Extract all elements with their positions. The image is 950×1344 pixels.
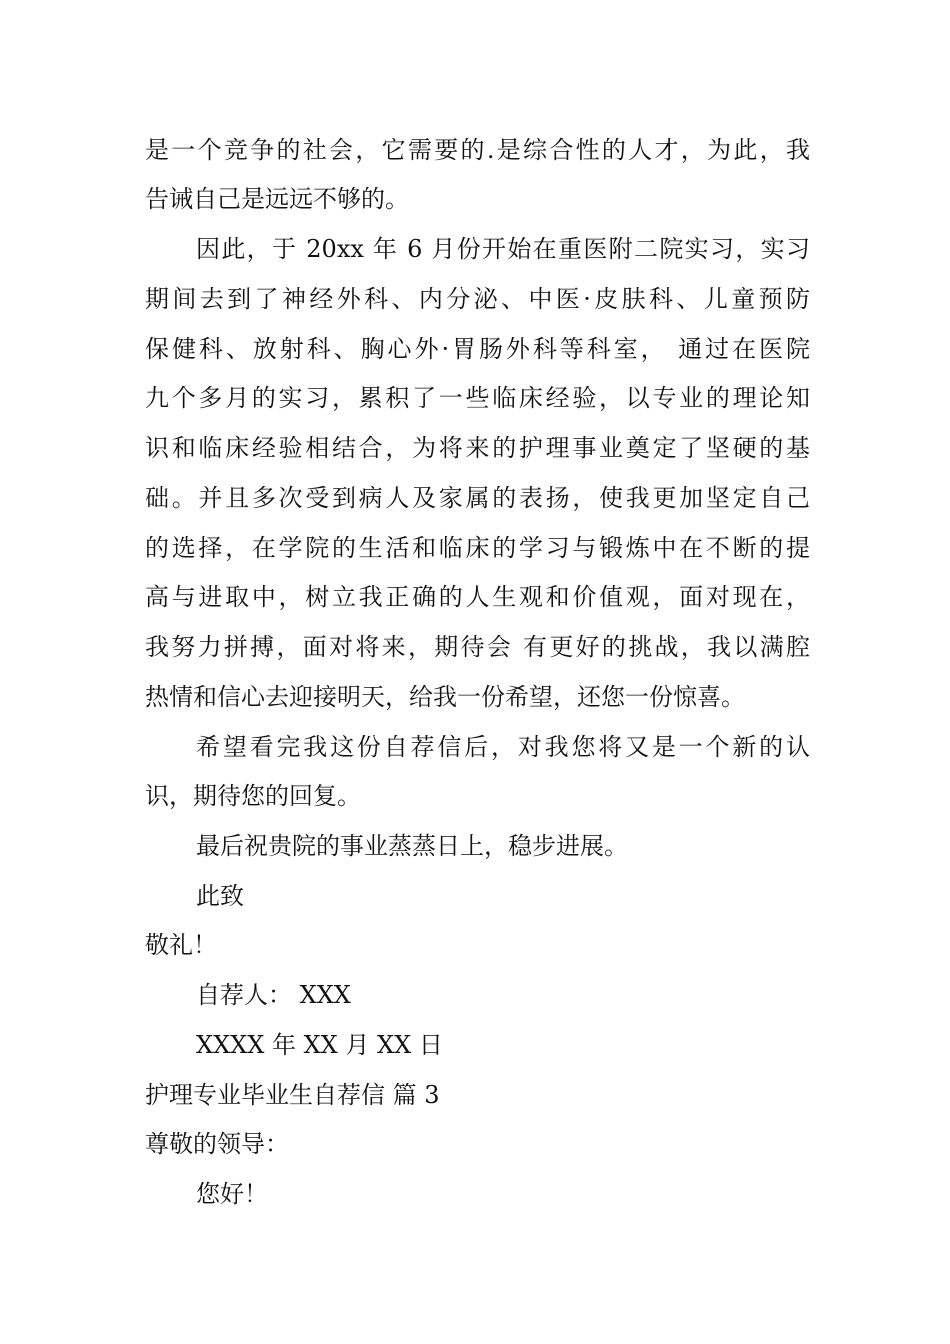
- paragraph-line: 因此，于 20xx 年 6 月份开始在重医附二院实习，实习: [196, 235, 810, 263]
- paragraph-line: 高与进取中，树立我正确的人生观和价值观，面对现在，: [145, 583, 810, 611]
- paragraph-line: 告诫自己是远远不够的。: [145, 185, 409, 213]
- paragraph-line: 希望看完我这份自荐信后，对我您将又是一个新的认: [196, 733, 810, 761]
- paragraph-line: 最后祝贵院的事业蒸蒸日上，稳步进展。: [196, 832, 628, 860]
- greeting-line: 您好！: [196, 1180, 268, 1208]
- paragraph-line: 保健科、放射科、胸心外·胃肠外科等科室， 通过在医院: [145, 335, 810, 363]
- paragraph-line: 是一个竞争的社会，它需要的.是综合性的人才，为此，我: [145, 136, 810, 164]
- paragraph-line: 九个多月的实习，累积了一些临床经验，以专业的理论知: [145, 384, 810, 412]
- closing-salutation: 此致: [196, 882, 244, 910]
- paragraph-line: 期间去到了神经外科、内分泌、中医·皮肤科、儿童预防: [145, 285, 810, 313]
- paragraph-line: 的选择，在学院的生活和临床的学习与锻炼中在不断的提: [145, 534, 810, 562]
- greeting-line: 尊敬的领导：: [145, 1130, 289, 1158]
- signature-line: 自荐人： XXX: [196, 981, 351, 1009]
- paragraph-line: 识，期待您的回复。: [145, 782, 361, 810]
- date-line: XXXX 年 XX 月 XX 日: [196, 1031, 443, 1059]
- paragraph-line: 热情和信心去迎接明天，给我一份希望，还您一份惊喜。: [145, 683, 745, 711]
- paragraph-line: 我努力拼搏，面对将来，期待会 有更好的挑战，我以满腔: [145, 633, 810, 661]
- section-title: 护理专业毕业生自荐信 篇 3: [145, 1081, 440, 1109]
- paragraph-line: 识和临床经验相结合，为将来的护理事业奠定了坚硬的基: [145, 434, 810, 462]
- closing-regards: 敬礼！: [145, 931, 217, 959]
- paragraph-line: 础。并且多次受到病人及家属的表扬，使我更加坚定自己: [145, 484, 810, 512]
